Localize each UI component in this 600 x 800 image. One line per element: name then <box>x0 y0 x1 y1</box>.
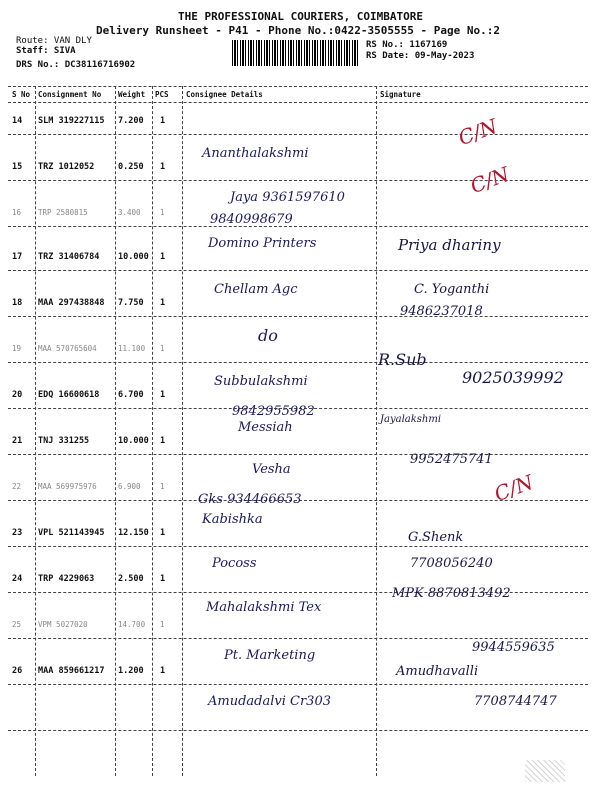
hw-signature: 9025039992 <box>462 368 564 387</box>
hw-signature: Jayalakshmi <box>380 414 442 425</box>
row-26-pcs: 1 <box>160 666 166 676</box>
row-23-pcs: 1 <box>160 528 166 538</box>
hw-consignee: 9842955982 <box>232 404 315 419</box>
row-20-cn: EDQ 16600618 <box>38 390 100 400</box>
row-26-sno: 26 <box>12 666 23 676</box>
row-15-sno: 15 <box>12 162 23 172</box>
hw-consignee: Pocoss <box>212 556 257 571</box>
row-14-cn: SLM 319227115 <box>38 116 105 126</box>
row-19-sno: 19 <box>12 344 22 353</box>
row-14-sno: 14 <box>12 116 23 126</box>
row-21-weight: 10.000 <box>118 436 149 446</box>
row-14-pcs: 1 <box>160 116 166 126</box>
row-19-weight: 11.100 <box>118 344 146 353</box>
row-19-pcs: 1 <box>160 344 165 353</box>
hw-signature: Priya dhariny <box>398 236 501 254</box>
company-title: THE PROFESSIONAL COURIERS, COIMBATORE <box>178 10 424 23</box>
row-rule <box>8 134 588 135</box>
row-17-weight: 10.000 <box>118 252 149 262</box>
row-23-cn: VPL 521143945 <box>38 528 105 538</box>
row-17-cn: TRZ 31406784 <box>38 252 100 262</box>
row-20-weight: 6.700 <box>118 390 144 400</box>
row-24-sno: 24 <box>12 574 23 584</box>
row-18-pcs: 1 <box>160 298 166 308</box>
divider-consignment <box>115 86 116 776</box>
barcode <box>232 40 360 66</box>
row-rule <box>8 638 588 639</box>
col-consignment: Consignment No <box>38 90 102 99</box>
cn-mark: C/N <box>467 161 513 199</box>
col-pcs: PCS <box>155 90 169 99</box>
hw-signature: 9486237018 <box>400 304 483 319</box>
hw-consignee: Pt. Marketing <box>224 648 316 663</box>
row-26-cn: MAA 859661217 <box>38 666 105 676</box>
hw-consignee: Vesha <box>252 462 291 477</box>
row-rule <box>8 270 588 271</box>
row-16-sno: 16 <box>12 208 22 217</box>
hw-signature: MPK 8870813492 <box>392 586 511 601</box>
hw-consignee: do <box>258 326 278 345</box>
row-25-pcs: 1 <box>160 620 165 629</box>
hw-consignee: Chellam Agc <box>214 282 298 297</box>
row-rule <box>8 684 588 685</box>
row-14-weight: 7.200 <box>118 116 144 126</box>
row-21-sno: 21 <box>12 436 23 446</box>
row-22-sno: 22 <box>12 482 22 491</box>
row-15-weight: 0.250 <box>118 162 144 172</box>
row-19-cn: MAA 570765604 <box>38 344 97 353</box>
row-rule <box>8 730 588 731</box>
row-24-pcs: 1 <box>160 574 166 584</box>
row-18-weight: 7.750 <box>118 298 144 308</box>
row-15-pcs: 1 <box>160 162 166 172</box>
row-22-cn: MAA 569975976 <box>38 482 97 491</box>
rs-date: RS Date: 09-May-2023 <box>366 51 475 61</box>
col-signature: Signature <box>380 90 421 99</box>
row-16-pcs: 1 <box>160 208 165 217</box>
row-rule <box>8 454 588 455</box>
hw-consignee: Domino Printers <box>208 236 317 251</box>
row-25-sno: 25 <box>12 620 22 629</box>
hw-signature: G.Shenk <box>408 530 464 545</box>
row-25-cn: VPM 5027020 <box>38 620 88 629</box>
hw-consignee: Kabishka <box>202 512 263 527</box>
row-21-pcs: 1 <box>160 436 166 446</box>
hw-signature: 7708744747 <box>474 694 557 709</box>
hw-consignee: 9840998679 <box>210 212 293 227</box>
cn-mark: C/N <box>455 113 501 151</box>
row-24-cn: TRP 4229063 <box>38 574 95 584</box>
divider-sno <box>35 86 36 776</box>
row-26-weight: 1.200 <box>118 666 144 676</box>
drs-number: DRS No.: DC38116716902 <box>16 60 136 70</box>
runsheet-subtitle: Delivery Runsheet - P41 - Phone No.:0422-3505555 - Page No.:2 <box>96 24 500 37</box>
hw-signature: R.Sub <box>378 350 427 369</box>
row-rule <box>8 546 588 547</box>
row-22-pcs: 1 <box>160 482 165 491</box>
row-21-cn: TNJ 331255 <box>38 436 90 446</box>
hw-consignee: Messiah <box>238 420 293 435</box>
hw-consignee: Amudadalvi Cr303 <box>208 694 331 709</box>
row-24-weight: 2.500 <box>118 574 144 584</box>
hw-signature: C. Yoganthi <box>414 282 490 297</box>
row-18-cn: MAA 297438848 <box>38 298 105 308</box>
row-20-sno: 20 <box>12 390 23 400</box>
cn-mark: C/N <box>491 469 537 507</box>
col-consignee: Consignee Details <box>186 90 263 99</box>
hw-consignee: Jaya 9361597610 <box>230 190 345 205</box>
header-bottom-rule <box>8 102 588 103</box>
hw-consignee: Gks 934466653 <box>198 492 302 507</box>
row-20-pcs: 1 <box>160 390 166 400</box>
stamp-smudge <box>525 760 565 782</box>
row-15-cn: TRZ 1012052 <box>38 162 95 172</box>
row-23-sno: 23 <box>12 528 23 538</box>
row-25-weight: 14.700 <box>118 620 146 629</box>
row-17-sno: 17 <box>12 252 23 262</box>
hw-consignee: Mahalakshmi Tex <box>206 600 322 615</box>
divider-consignee <box>376 86 377 776</box>
route-label: Route: VAN DLY <box>16 36 92 46</box>
staff-label: Staff: SIVA <box>16 46 76 56</box>
header-top-rule <box>8 86 588 87</box>
hw-signature: 9944559635 <box>472 640 555 655</box>
divider-weight <box>152 86 153 776</box>
row-rule <box>8 362 588 363</box>
row-16-weight: 3.400 <box>118 208 141 217</box>
row-17-pcs: 1 <box>160 252 166 262</box>
row-rule <box>8 226 588 227</box>
hw-signature: 9952475741 <box>410 452 493 467</box>
hw-consignee: Subbulakshmi <box>214 374 308 389</box>
hw-signature: Amudhavalli <box>396 664 479 679</box>
divider-pcs <box>182 86 183 776</box>
row-16-cn: TRP 2580815 <box>38 208 88 217</box>
hw-consignee: Ananthalakshmi <box>202 146 309 161</box>
hw-signature: 7708056240 <box>410 556 493 571</box>
row-22-weight: 6.900 <box>118 482 141 491</box>
col-weight: Weight <box>118 90 146 99</box>
row-rule <box>8 316 588 317</box>
row-23-weight: 12.150 <box>118 528 149 538</box>
col-sno: S No <box>12 90 31 99</box>
rs-number: RS No.: 1167169 <box>366 40 448 50</box>
row-18-sno: 18 <box>12 298 23 308</box>
